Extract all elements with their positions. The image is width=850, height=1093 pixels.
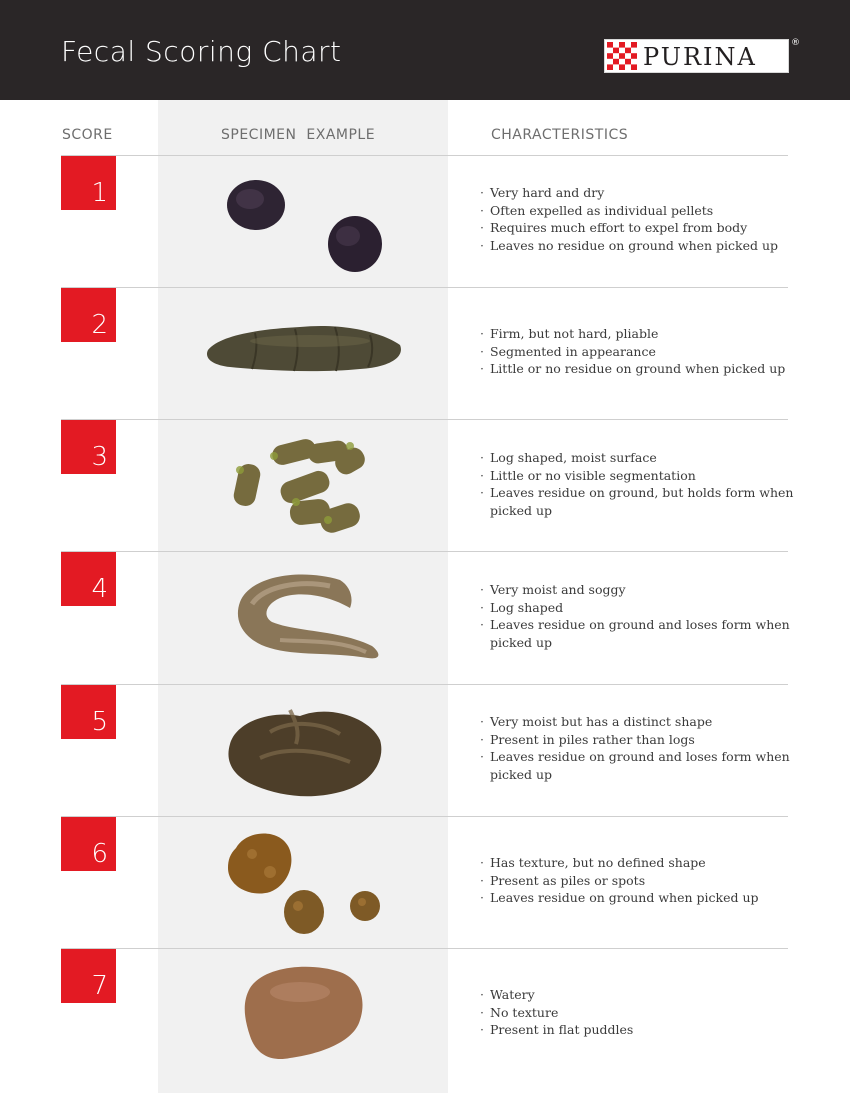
page-title: Fecal Scoring Chart (61, 35, 342, 68)
divider (61, 287, 788, 288)
characteristics-list (480, 325, 800, 378)
characteristic-item: · No texture (480, 1004, 800, 1022)
characteristics-list (480, 449, 800, 519)
score-badge (61, 949, 116, 1003)
score-badge (61, 552, 116, 606)
characteristics-list (480, 184, 800, 254)
characteristics-list (480, 986, 800, 1039)
score-badge (61, 288, 116, 342)
purina-logo (604, 39, 789, 73)
characteristic-item: · Leaves no residue on ground when picked up (480, 237, 800, 255)
score-number: 6 (91, 839, 108, 869)
characteristic-item: · Leaves residue on ground and loses form when picked up (480, 616, 800, 651)
score-number: 4 (91, 574, 108, 604)
textured-spots-icon (200, 826, 410, 936)
characteristic-item: · Has texture, but no defined shape (480, 854, 800, 872)
specimen-column-header: SPECIMEN EXAMPLE (221, 127, 376, 143)
score-number: 2 (91, 310, 108, 340)
characteristic-item: · Segmented in appearance (480, 343, 800, 361)
characteristic-item: · Present as piles or spots (480, 872, 800, 890)
divider (61, 551, 788, 552)
segmented-log-icon (200, 295, 410, 405)
checkerboard-logo-icon (607, 42, 637, 70)
characteristics-list (480, 581, 800, 651)
characteristic-item: · Very moist but has a distinct shape (480, 713, 800, 731)
score-badge (61, 685, 116, 739)
registered-mark: ® (791, 38, 800, 48)
score-column-header: SCORE (62, 127, 113, 143)
characteristics-list (480, 854, 800, 907)
divider (61, 155, 788, 156)
characteristic-item: · Present in flat puddles (480, 1021, 800, 1039)
score-badge (61, 817, 116, 871)
score-badge (61, 156, 116, 210)
characteristic-item: · Very hard and dry (480, 184, 800, 202)
score-number: 5 (91, 707, 108, 737)
characteristic-item: · Leaves residue on ground, but holds form when picked up (480, 484, 800, 519)
score-number: 3 (91, 442, 108, 472)
characteristic-item: · Very moist and soggy (480, 581, 800, 599)
score-number: 1 (91, 178, 108, 208)
dry-pellets-icon (200, 170, 410, 280)
moist-pile-icon (200, 692, 410, 802)
characteristic-item: · Requires much effort to expel from body (480, 219, 800, 237)
divider (61, 948, 788, 949)
score-badge (61, 420, 116, 474)
score-number: 7 (91, 971, 108, 1001)
moist-logs-icon (200, 430, 410, 540)
characteristic-item: · Log shaped, moist surface (480, 449, 800, 467)
characteristics-column-header: CHARACTERISTICS (491, 127, 629, 143)
characteristic-item: · Leaves residue on ground and loses form when picked up (480, 748, 800, 783)
characteristics-list (480, 713, 800, 783)
characteristic-item: · Log shaped (480, 599, 800, 617)
characteristic-item: · Firm, but not hard, pliable (480, 325, 800, 343)
characteristic-item: · Watery (480, 986, 800, 1004)
watery-puddle-icon (200, 958, 410, 1068)
divider (61, 419, 788, 420)
divider (61, 816, 788, 817)
logo-wordmark: PURINA (643, 43, 757, 71)
divider (61, 684, 788, 685)
header-bar (0, 0, 850, 100)
characteristic-item: · Little or no residue on ground when picked up (480, 360, 800, 378)
characteristic-item: · Often expelled as individual pellets (480, 202, 800, 220)
characteristic-item: · Leaves residue on ground when picked up (480, 889, 800, 907)
characteristic-item: · Little or no visible segmentation (480, 467, 800, 485)
soggy-log-icon (200, 562, 410, 672)
characteristic-item: · Present in piles rather than logs (480, 731, 800, 749)
